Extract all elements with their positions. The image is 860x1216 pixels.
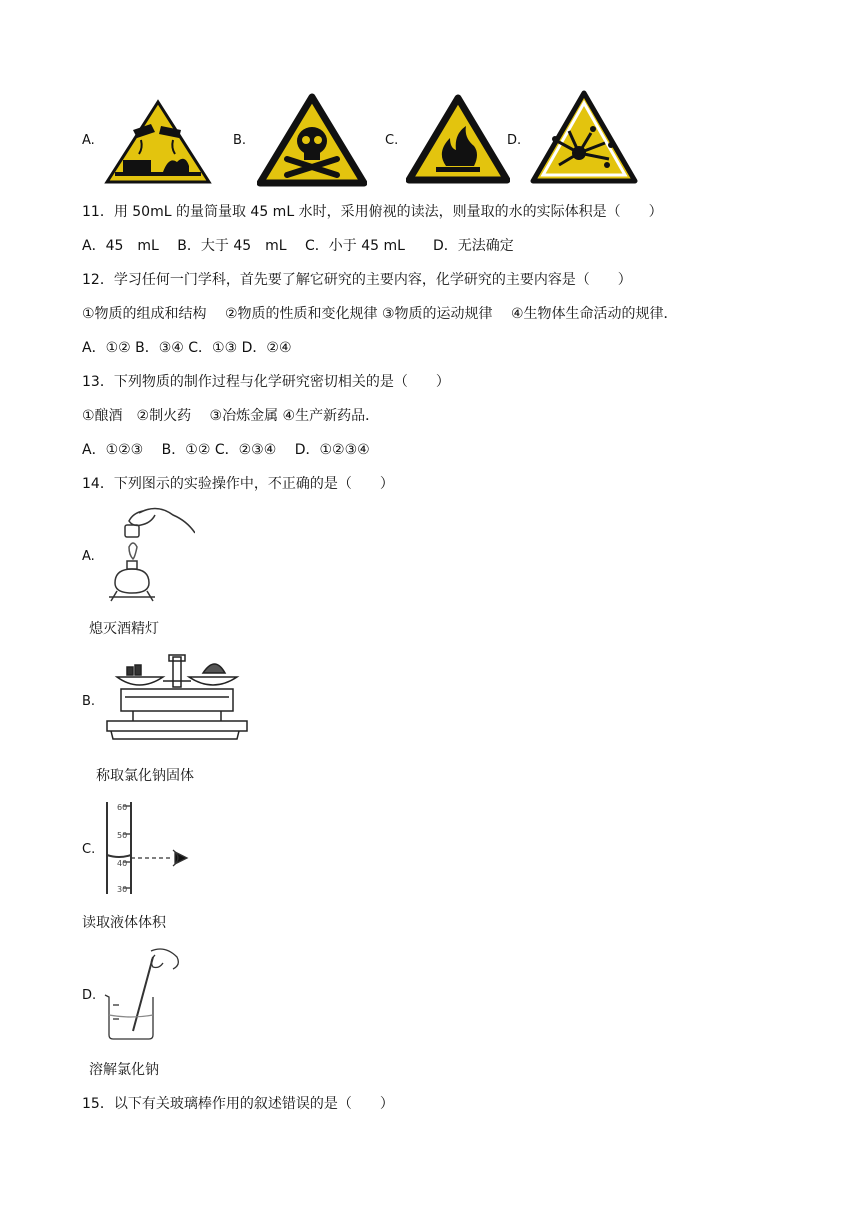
q14-option-a-label: A. [82, 549, 95, 564]
q14-option-c-caption: 读取液体体积 [82, 915, 166, 931]
q12-options: A．①② B．③④ C．①③ D．②④ [82, 340, 292, 356]
alcohol-lamp-capping-icon [103, 503, 195, 607]
q14-option-b-label: B. [82, 694, 96, 709]
q14-option-b-caption: 称取氯化钠固体 [96, 768, 194, 784]
q14-stem: 14．下列图示的实验操作中，不正确的是（ ） [82, 476, 394, 492]
q14-option-d-label: D. [82, 988, 97, 1003]
cylinder-tick-60: 60 [117, 803, 128, 812]
corrosive-sign-icon [103, 98, 213, 186]
q12-stem: 12．学习任何一门学科，首先要了解它研究的主要内容，化学研究的主要内容是（ ） [82, 272, 632, 288]
q10-option-c-label: C. [385, 133, 399, 148]
beaker-stirring-icon [103, 945, 183, 1041]
explosive-sign-icon [529, 87, 639, 187]
q13-items: ①酿酒 ②制火药 ③冶炼金属 ④生产新药品． [82, 408, 380, 424]
q10-option-b-label: B. [233, 133, 247, 148]
q13-stem: 13．下列物质的制作过程与化学研究密切相关的是（ ） [82, 374, 450, 390]
cylinder-tick-50: 50 [117, 831, 128, 840]
balance-scale-icon [103, 653, 249, 749]
q12-items: ①物质的组成和结构 ②物质的性质和变化规律 ③物质的运动规律 ④生物体生命活动的规律． [82, 306, 678, 322]
cylinder-tick-30: 30 [117, 885, 128, 894]
q11-options: A．45 mL B．大于 45 mL C．小于 45 mL D．无法确定 [82, 238, 514, 254]
q10-option-d-label: D. [507, 133, 522, 148]
q11-stem: 11．用 50mL 的量筒量取 45 mL 水时，采用俯视的读法，则量取的水的实际体积是（ ） [82, 204, 663, 220]
q14-option-a-caption: 熄灭酒精灯 [89, 621, 159, 637]
q14-option-d-caption: 溶解氯化钠 [89, 1062, 159, 1078]
graduated-cylinder-reading-icon [103, 800, 195, 896]
q13-options: A．①②③ B．①② C．②③④ D．①②③④ [82, 442, 370, 458]
q15-stem: 15．以下有关玻璃棒作用的叙述错误的是（ ） [82, 1096, 394, 1112]
q10-option-a-label: A. [82, 133, 95, 148]
toxic-skull-sign-icon [257, 93, 367, 187]
q14-option-c-label: C. [82, 842, 96, 857]
cylinder-tick-40: 40 [117, 859, 128, 868]
flammable-sign-icon [406, 94, 510, 184]
